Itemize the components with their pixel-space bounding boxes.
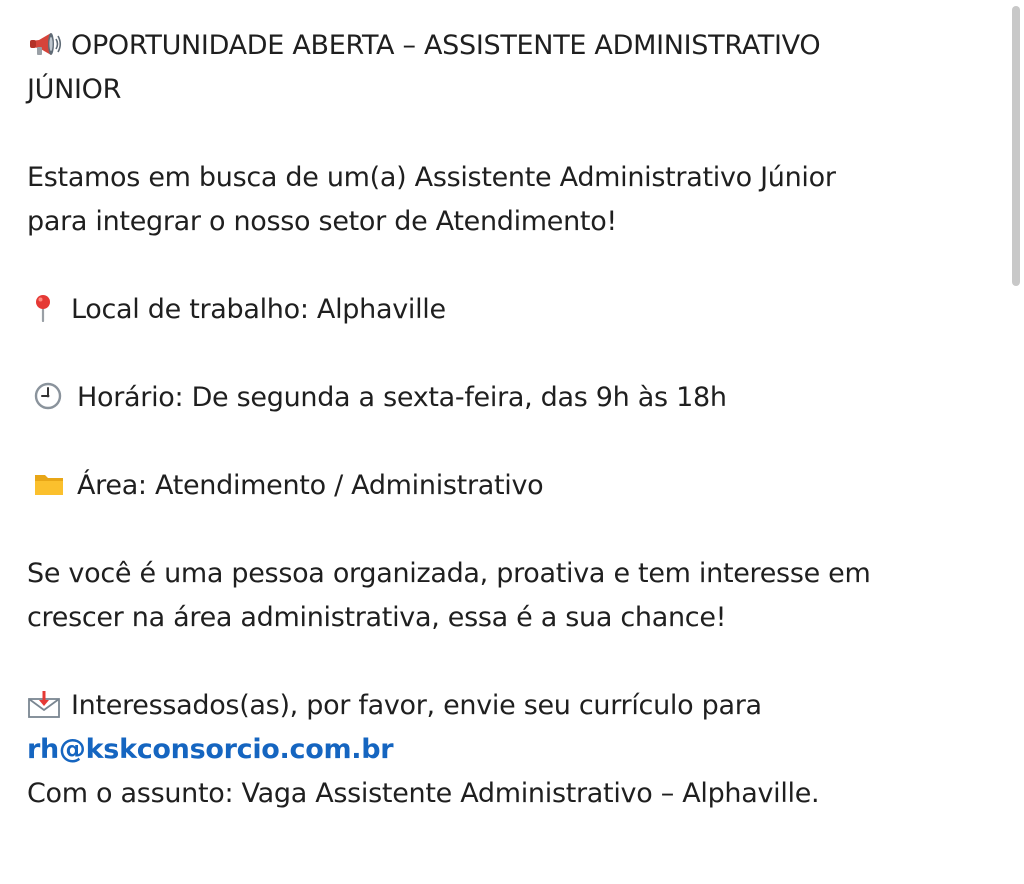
apply-line xyxy=(27,684,992,728)
intro-line-2: para integrar o nosso setor de Atendimento! xyxy=(27,206,617,237)
intro-line-1: Estamos em busca de um(a) Assistente Administrativo Júnior xyxy=(27,162,836,193)
title-text-2: JÚNIOR xyxy=(27,74,122,105)
pitch-line-1: Se você é uma pessoa organizada, proativa e tem interesse em xyxy=(27,558,871,589)
blank-line xyxy=(27,332,992,376)
title-line xyxy=(27,24,992,68)
scrollbar-thumb[interactable] xyxy=(1012,6,1020,286)
blank-line xyxy=(27,420,992,464)
envelope-download-icon xyxy=(27,690,63,718)
scrollbar-track[interactable] xyxy=(1010,0,1024,884)
blank-line xyxy=(27,508,992,552)
email-link[interactable]: rh@kskconsorcio.com.br xyxy=(27,734,394,765)
blank-line xyxy=(27,244,992,288)
blank-line xyxy=(27,112,992,156)
clock-icon xyxy=(33,382,69,410)
area-line xyxy=(27,464,992,508)
blank-line xyxy=(27,640,992,684)
schedule-text: Horário: De segunda a sexta-feira, das 9h às 18h xyxy=(77,382,727,413)
megaphone-icon xyxy=(27,30,63,58)
apply-text: Interessados(as), por favor, envie seu currículo para xyxy=(71,690,762,721)
pin-icon xyxy=(27,294,63,322)
pitch-line-2: crescer na área administrativa, essa é a sua chance! xyxy=(27,602,727,633)
title-text-1: OPORTUNIDADE ABERTA – ASSISTENTE ADMINISTRATIVO xyxy=(71,30,821,61)
email-line xyxy=(27,728,992,772)
schedule-line xyxy=(27,376,992,420)
subject-line: Com o assunto: Vaga Assistente Administrativo – Alphaville. xyxy=(27,778,820,809)
job-posting-message xyxy=(27,24,992,816)
location-line xyxy=(27,288,992,332)
location-text: Local de trabalho: Alphaville xyxy=(71,294,446,325)
area-text: Área: Atendimento / Administrativo xyxy=(77,470,544,501)
folder-icon xyxy=(33,470,69,498)
